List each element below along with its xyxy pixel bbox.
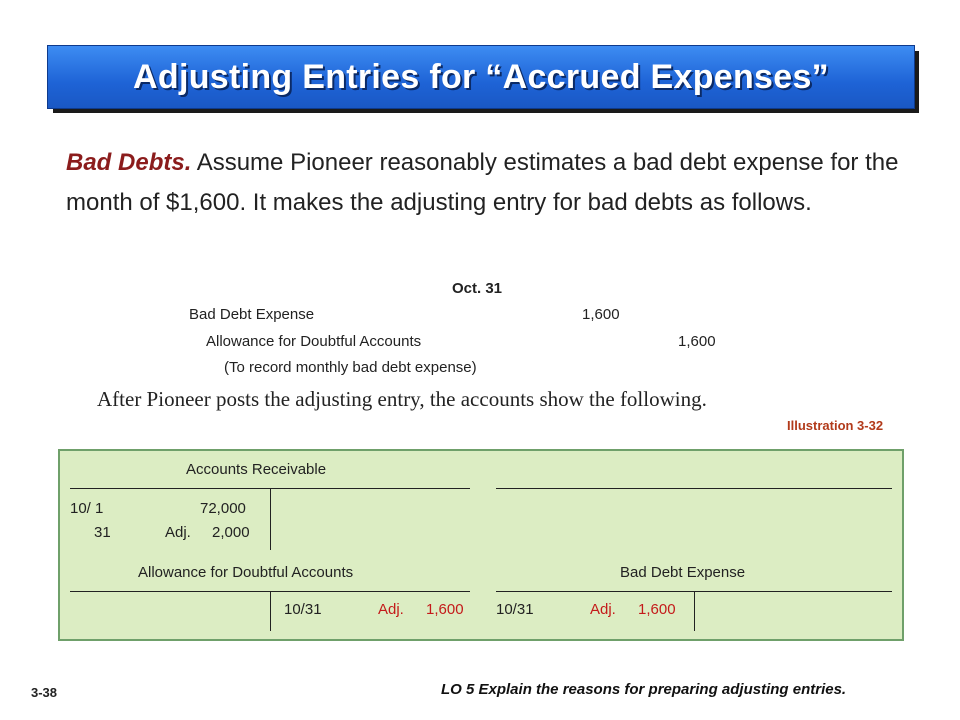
intro-paragraph (66, 143, 926, 223)
slide-number: 3-38 (31, 685, 58, 700)
bad-debt-debit-date: 10/31 (496, 601, 534, 618)
after-posting-text: After Pioneer posts the adjusting entry, the accounts show the following. (97, 387, 707, 411)
ar-row-amount: 2,000 (212, 524, 250, 541)
t-account-title-bad-debt-expense: Bad Debt Expense (620, 564, 746, 581)
journal-explanation: (To record monthly bad debt expense) (224, 359, 477, 376)
t-account-title-accounts-receivable: Accounts Receivable (186, 461, 327, 478)
journal-debit-account: Bad Debt Expense (189, 306, 315, 323)
illustration-label: Illustration 3-32 (787, 418, 884, 433)
allowance-credit-amount: 1,600 (426, 601, 464, 618)
bad-debt-debit-ref: Adj. (590, 601, 616, 618)
t-account-divider (270, 591, 271, 631)
allowance-credit-ref: Adj. (378, 601, 404, 618)
t-accounts-panel (58, 449, 904, 641)
journal-debit-amount: 1,600 (582, 306, 620, 323)
ar-row-date: 10/ 1 (70, 500, 104, 517)
slide-title: Adjusting Entries for “Accrued Expenses” (133, 57, 829, 96)
ar-row-ref: Adj. (165, 524, 191, 541)
title-banner (47, 45, 915, 109)
bad-debt-debit-amount: 1,600 (638, 601, 676, 618)
t-account-title-allowance: Allowance for Doubtful Accounts (138, 564, 354, 581)
journal-credit-amount: 1,600 (678, 333, 716, 350)
t-account-rule (496, 488, 892, 489)
intro-lead: Bad Debts. (66, 149, 192, 176)
ar-row-amount: 72,000 (200, 500, 246, 517)
allowance-credit-date: 10/31 (284, 601, 322, 618)
journal-date: Oct. 31 (452, 280, 503, 297)
ar-row-date: 31 (94, 524, 111, 541)
intro-text: Assume Pioneer reasonably estimates a bad debt expense for the month of $1,600. It makes the adjusting entry for bad debts as follows. (66, 149, 899, 216)
journal-credit-account: Allowance for Doubtful Accounts (206, 333, 422, 350)
t-account-divider (270, 488, 271, 550)
learning-objective: LO 5 Explain the reasons for preparing adjusting entries. (441, 681, 847, 698)
t-account-divider (694, 591, 695, 631)
